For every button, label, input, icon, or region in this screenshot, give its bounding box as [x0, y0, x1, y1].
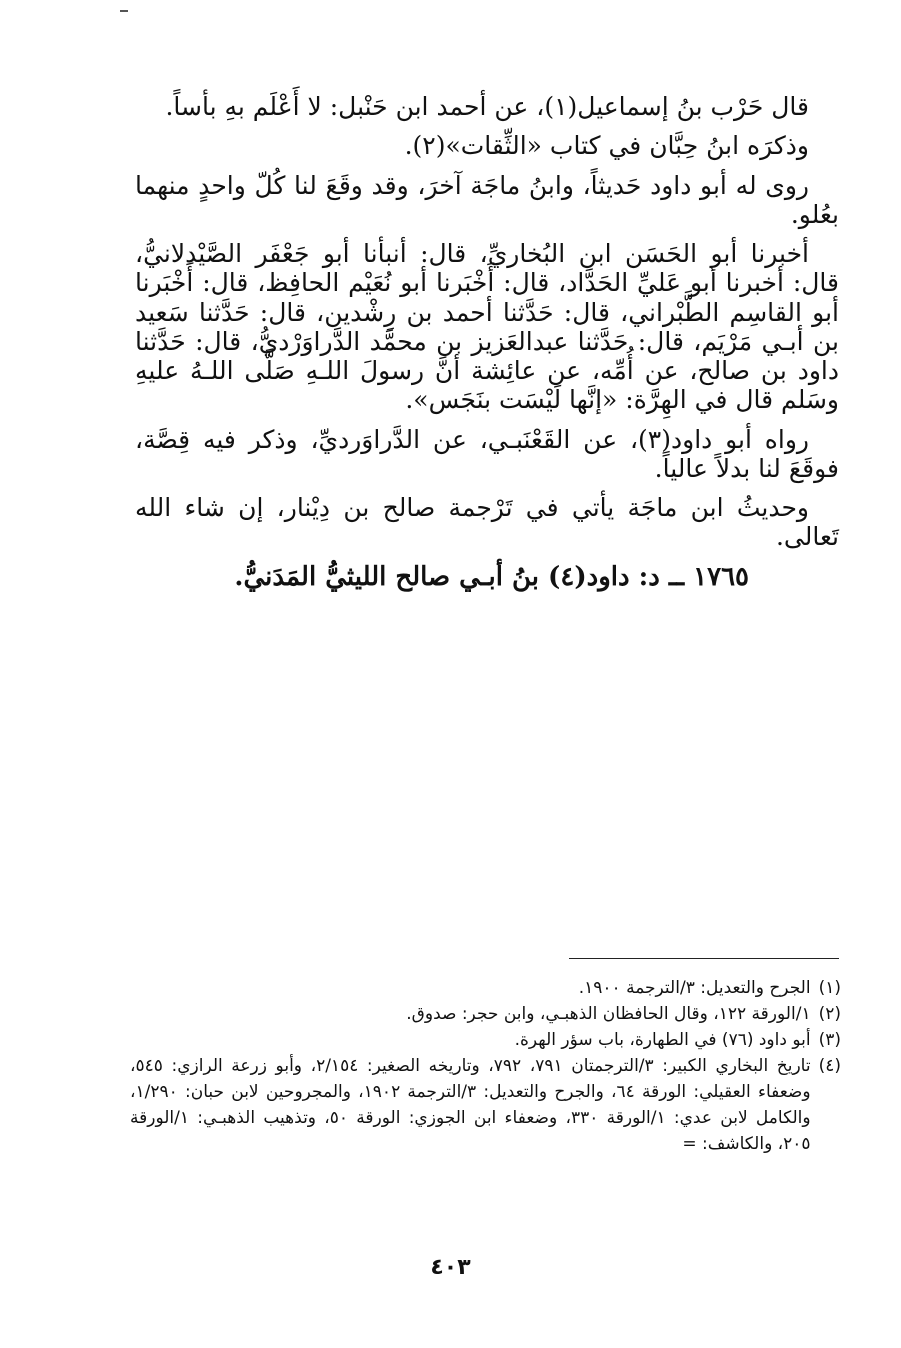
footnote-number: (٣) [818, 1030, 841, 1050]
paragraph-5: رواه أبو داود(٣)، عن القَعْنَبـي، عن الدَّراوَرديِّ، وذكر فيه قِصَّة، فوقَعَ لنا بدلاً عالياً. [135, 424, 839, 483]
entry-heading: ١٧٦٥ ــ د: داود(٤) بنُ أبـي صالح الليثيُّ المَدَنيُّ. [234, 561, 749, 592]
corner-mark [120, 10, 128, 12]
footnote-separator [569, 958, 839, 959]
footnote [130, 1027, 841, 1053]
footnote [130, 1053, 841, 1157]
footnotes [130, 975, 841, 1157]
footnote-text: ١/الورقة ١٢٢، وقال الحافظان الذهبـي، وابن حجر: صدوق. [406, 1004, 811, 1024]
main-text [135, 92, 839, 602]
page-number: ٤٠٣ [430, 1255, 471, 1280]
paragraph-3: روى له أبو داود حَديثاً، وابنُ ماجَة آخرَ، وقد وقَعَ لنا كُلّ واحدٍ منهما بعُلو. [135, 170, 839, 229]
footnote [130, 975, 841, 1001]
footnote-number: (٤) [818, 1056, 841, 1076]
paragraph-4: أخبرنا أبو الحَسَن ابن البُخاريِّ، قال: أنبأنا أبو جَعْفَر الصَّيْدلانيُّ، قال: أخبرنا أبو عَليِّ الحَدَّاد، قال: أَخْبَرنا أبو نُعَيْم الحافِظ، قال: أَخْبَرنا أبو القاسِم الطَّبْراني، قال: حَدَّثنا أحمد بن رِشْدين، قال: حَدَّثنا سَعيد بن أبـي مَرْيَم، قال: حَدَّثنا عبدالعَزيز بن محمَّد الدَّراوَرْديُّ، قال: حَدَّثنا داود بن صالح، عن أُمِّه، عن عائِشة أنَّ رسولَ اللـهِ صَلَّى اللـهُ عليهِ وسَلم قال في الهِرَّة: «إنَّها لَيْسَت بنَجَس». [135, 239, 839, 415]
paragraph-2: وذكرَه ابنُ حِبَّان في كتاب «الثِّقات»(٢). [404, 131, 809, 161]
footnote-number: (١) [818, 978, 841, 998]
paragraph-1: قال حَرْب بنُ إسماعيل(١)، عن أحمد ابن حَنْبل: لا أَعْلَم بهِ بأساً. [165, 92, 809, 121]
paragraph-6: وحديثُ ابن ماجَة يأتي في تَرْجمة صالح بن دِيْنار، إن شاء الله تَعالى. [135, 493, 839, 552]
footnote-number: (٢) [818, 1004, 841, 1024]
footnote-text: تاريخ البخاري الكبير: ٣/الترجمتان ٧٩١، ٧٩٢، وتاريخه الصغير: ٢/١٥٤، وأبو زرعة الرازي: ٥٤٥، وضعفاء العقيلي: الورقة ٦٤، والجرح والتعديل: ٣/الترجمة ١٩٠٢، والمجروحين لابن حبان: ١/٢٩٠، والكامل لابن عدي: ١/الورقة ٣٣٠، وضعفاء ابن الجوزي: الورقة ٥٠، وتذهيب الذهبـي: ١/الورقة ٢٠٥، والكاشف: = [130, 1056, 811, 1154]
footnote [130, 1001, 841, 1027]
footnote-text: أبو داود (٧٦) في الطهارة، باب سؤر الهرة. [514, 1030, 811, 1050]
footnote-text: الجرح والتعديل: ٣/الترجمة ١٩٠٠. [578, 978, 811, 998]
